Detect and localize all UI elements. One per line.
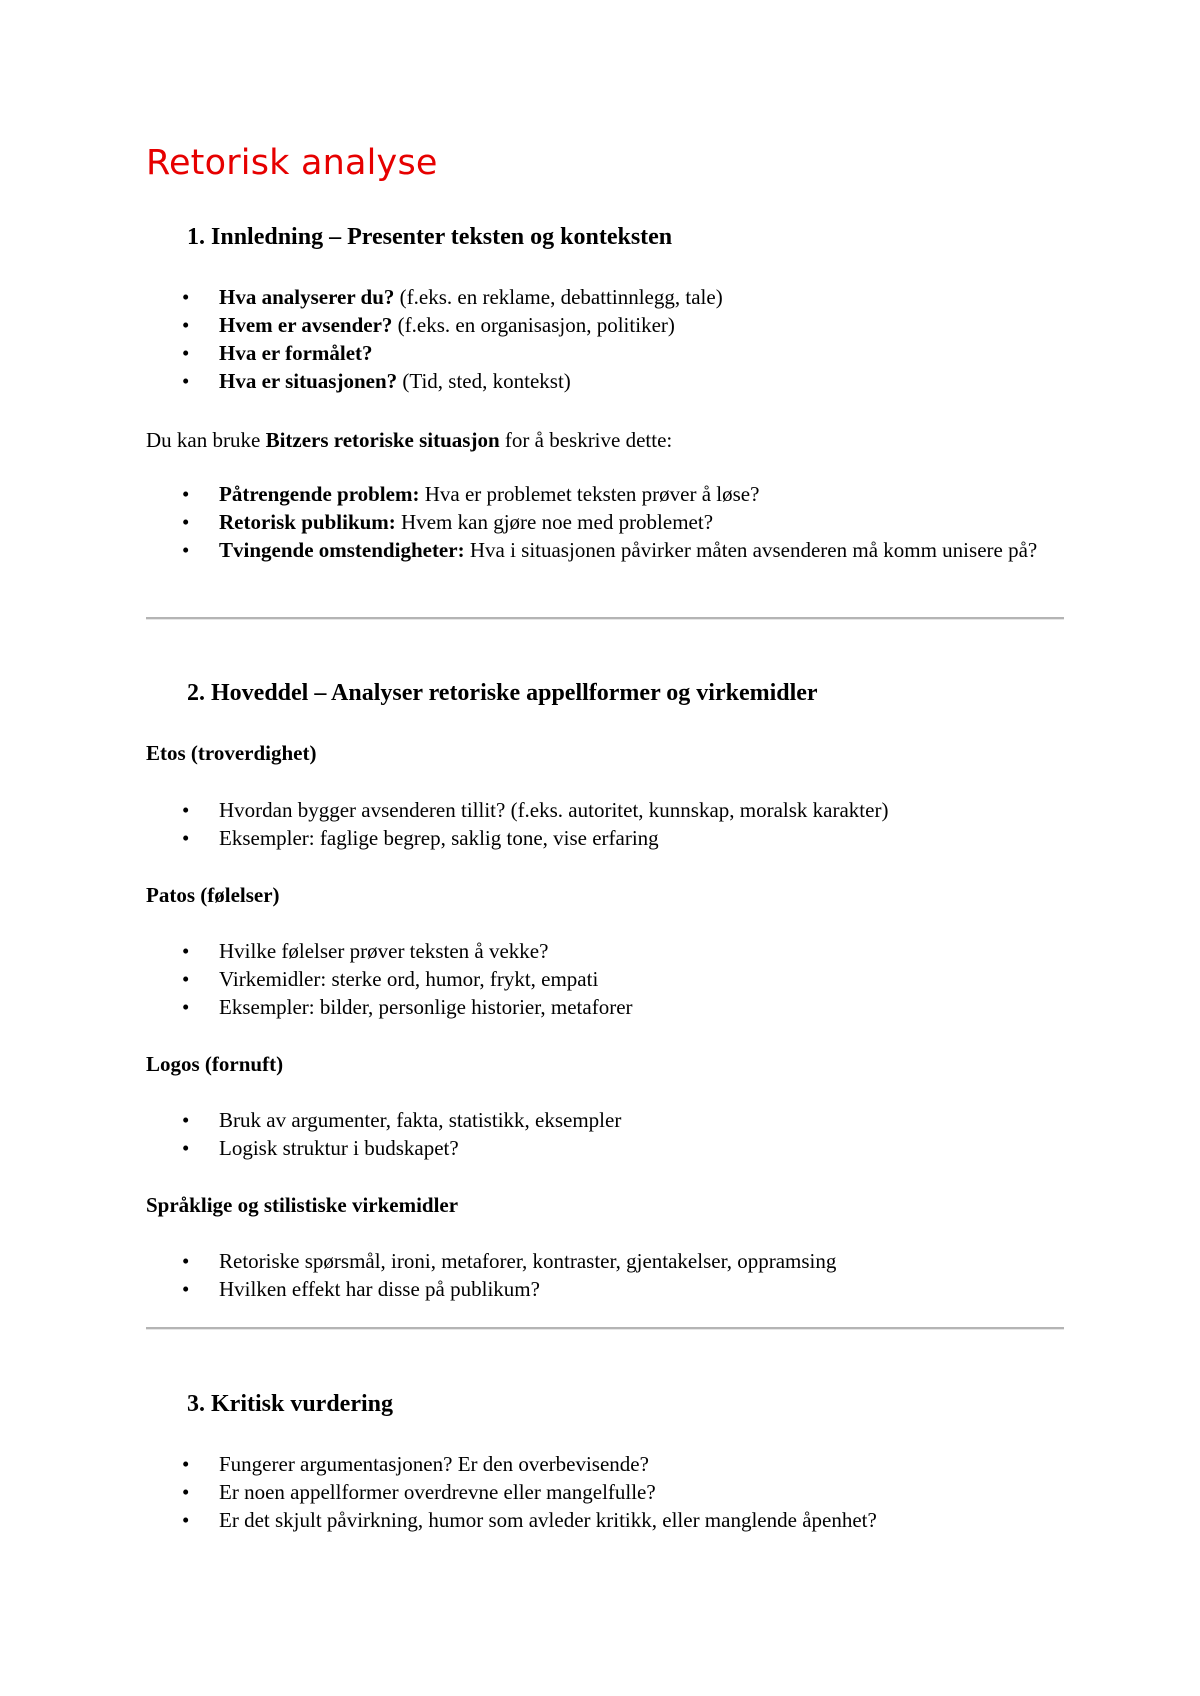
bullet-icon: • (182, 826, 190, 850)
section3-list (146, 1450, 1066, 1534)
bullet-icon: • (182, 1277, 190, 1301)
item-text: Hvilke følelser prøver teksten å vekke? (219, 939, 549, 963)
item-text: Virkemidler: sterke ord, humor, frykt, empati (219, 967, 599, 991)
intro-text: for å beskrive dette: (499, 428, 673, 452)
item-bold: Hva er situasjonen? (219, 369, 398, 393)
bullet-icon: • (182, 967, 190, 991)
list-item (146, 1275, 1066, 1303)
bullet-icon: • (182, 798, 190, 822)
item-text: (f.eks. en reklame, debattinnlegg, tale) (394, 285, 723, 309)
bullet-icon: • (182, 1249, 190, 1273)
item-text: Bruk av argumenter, fakta, statistikk, eksempler (219, 1108, 622, 1132)
bullet-icon: • (182, 1136, 190, 1160)
bullet-icon: • (182, 369, 190, 393)
list-item (146, 993, 1066, 1021)
bullet-icon: • (182, 341, 190, 365)
section1-question-list (146, 283, 1066, 395)
sprak-list (146, 1247, 1066, 1303)
list-item (146, 937, 1066, 965)
logos-list (146, 1106, 1066, 1162)
list-item (146, 311, 1066, 339)
item-text: Logisk struktur i budskapet? (219, 1136, 459, 1160)
bullet-icon: • (182, 313, 190, 337)
list-item (146, 796, 1066, 824)
item-text: Hvem kan gjøre noe med problemet? (395, 510, 714, 534)
item-text: Retoriske spørsmål, ironi, metaforer, kontraster, gjentakelser, oppramsing (219, 1249, 837, 1273)
item-text: Er noen appellformer overdrevne eller mangelfulle? (219, 1480, 656, 1504)
list-item (146, 508, 1066, 536)
bitzer-intro (146, 428, 672, 453)
list-item (146, 824, 1066, 852)
patos-list (146, 937, 1066, 1021)
section-divider (146, 1327, 1064, 1330)
list-item (146, 367, 1066, 395)
section1-heading: 1. Innledning – Presenter teksten og konteksten (187, 224, 673, 250)
item-bold: Hvem er avsender? (219, 313, 393, 337)
bullet-icon: • (182, 1452, 190, 1476)
list-item (146, 1247, 1066, 1275)
section3-heading: 3. Kritisk vurdering (187, 1391, 394, 1417)
sprak-heading: Språklige og stilistiske virkemidler (146, 1193, 459, 1217)
item-text: Hvilken effekt har disse på publikum? (219, 1277, 540, 1301)
list-item (146, 1134, 1066, 1162)
item-bold: Hva analyserer du? (219, 285, 395, 309)
etos-heading: Etos (troverdighet) (146, 741, 317, 765)
bullet-icon: • (182, 939, 190, 963)
list-item (146, 1106, 1066, 1134)
patos-heading: Patos (følelser) (146, 883, 280, 907)
list-item (146, 283, 1066, 311)
list-item (146, 965, 1066, 993)
bullet-icon: • (182, 510, 190, 534)
item-bold: Tvingende omstendigheter: (219, 538, 465, 562)
bullet-icon: • (182, 538, 190, 562)
item-text: Fungerer argumentasjonen? Er den overbevisende? (219, 1452, 649, 1476)
item-bold: Påtrengende problem: (219, 482, 420, 506)
list-item (146, 1450, 1066, 1478)
item-text: (Tid, sted, kontekst) (397, 369, 571, 393)
bitzer-list (146, 480, 1066, 564)
bullet-icon: • (182, 1108, 190, 1132)
item-bold: Retorisk publikum: (219, 510, 396, 534)
item-text: Eksempler: faglige begrep, saklig tone, vise erfaring (219, 826, 659, 850)
bullet-icon: • (182, 1480, 190, 1504)
intro-text: Du kan bruke (146, 428, 266, 452)
list-item (146, 1506, 1066, 1534)
document-title: Retorisk analyse (146, 143, 438, 183)
item-text: Hvordan bygger avsenderen tillit? (f.eks. autoritet, kunnskap, moralsk karakter) (219, 798, 889, 822)
intro-bold: Bitzers retoriske situasjon (265, 428, 500, 452)
list-item (146, 536, 1066, 564)
bullet-icon: • (182, 482, 190, 506)
etos-list (146, 796, 1066, 852)
item-text: (f.eks. en organisasjon, politiker) (392, 313, 675, 337)
logos-heading: Logos (fornuft) (146, 1052, 284, 1076)
item-text: Hva er problemet teksten prøver å løse? (419, 482, 760, 506)
bullet-icon: • (182, 995, 190, 1019)
section2-heading: 2. Hoveddel – Analyser retoriske appellformer og virkemidler (187, 680, 818, 706)
item-text: Er det skjult påvirkning, humor som avleder kritikk, eller manglende åpenhet? (219, 1508, 877, 1532)
item-text: Hva i situasjonen påvirker måten avsenderen må komm unisere på? (464, 538, 1038, 562)
item-text: Eksempler: bilder, personlige historier, metaforer (219, 995, 633, 1019)
list-item (146, 1478, 1066, 1506)
list-item (146, 339, 1066, 367)
list-item (146, 480, 1066, 508)
section-divider (146, 617, 1064, 620)
item-bold: Hva er formålet? (219, 341, 373, 365)
bullet-icon: • (182, 285, 190, 309)
bullet-icon: • (182, 1508, 190, 1532)
